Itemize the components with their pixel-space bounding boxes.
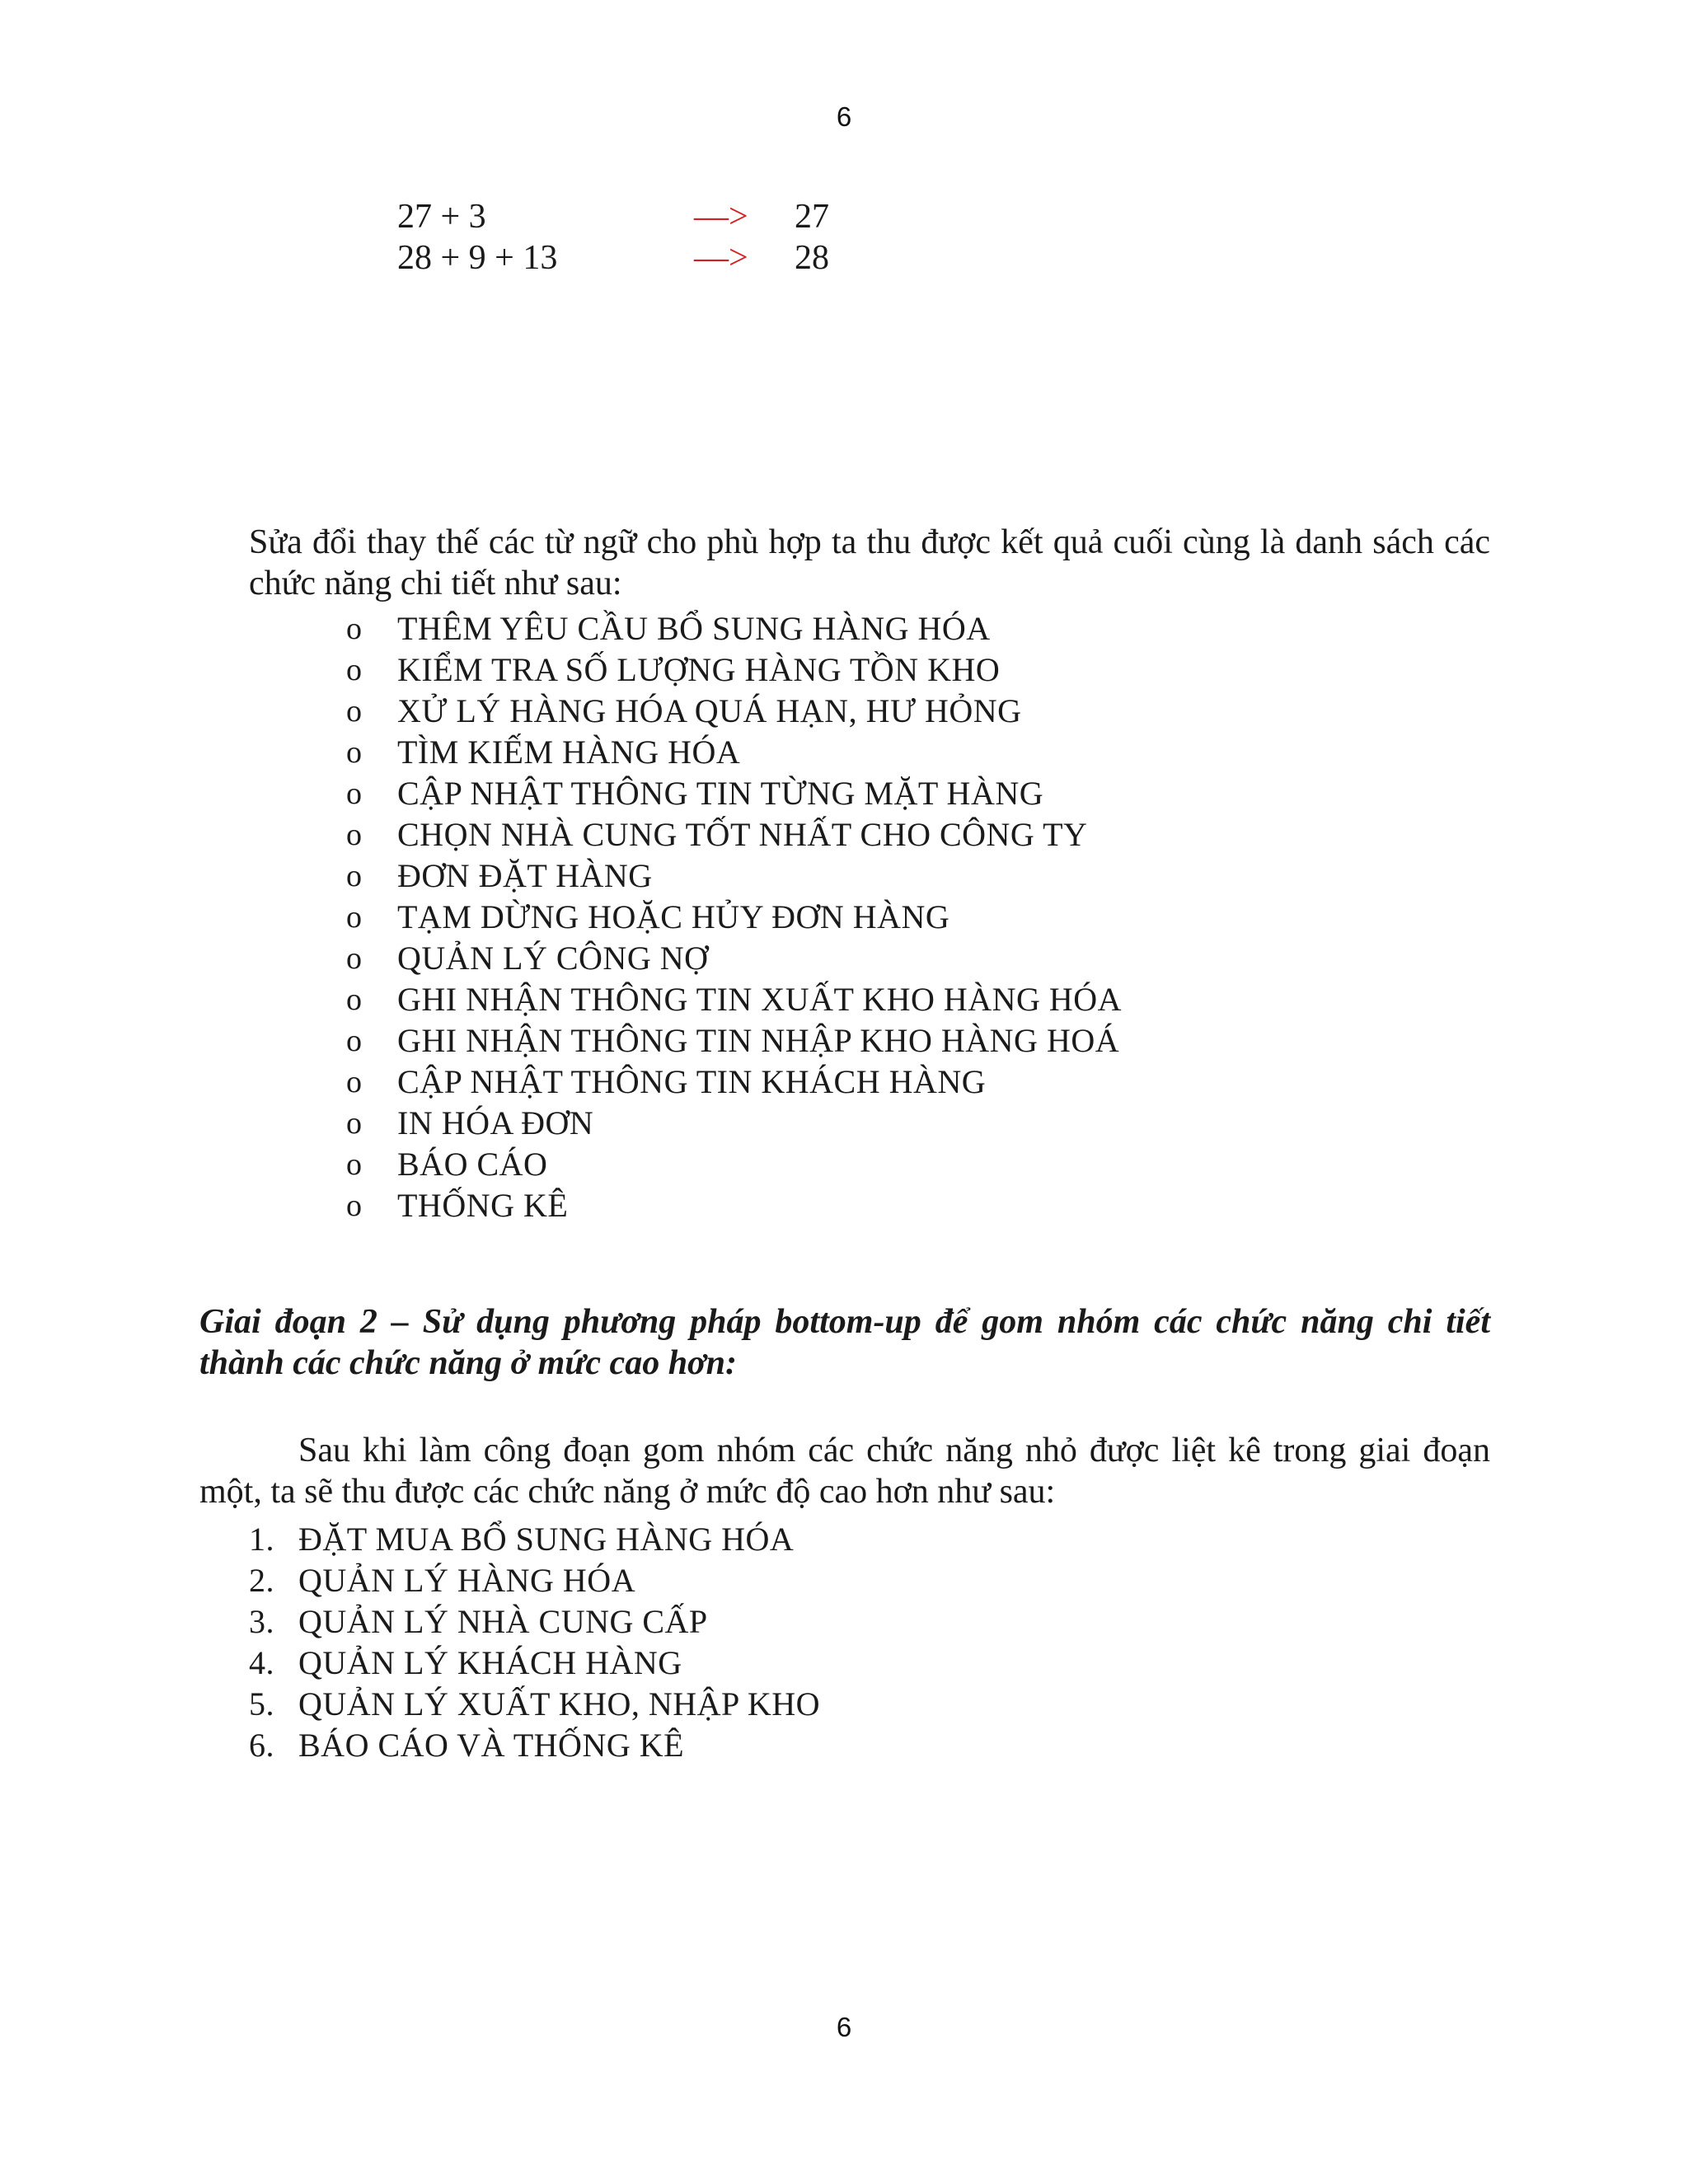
list-item [346,814,1122,855]
circle-bullet-icon: o [346,1188,363,1223]
list-item [346,1062,1122,1103]
list-item [249,1519,820,1560]
list-item-label: GHI NHẬN THÔNG TIN NHẬP KHO HÀNG HOÁ [397,1022,1120,1059]
circle-bullet-icon: o [346,818,363,852]
mapping-row [397,196,892,237]
list-item-number: 5. [249,1685,274,1722]
arrow-icon: —> [694,239,748,277]
list-item-label: IN HÓA ĐƠN [397,1104,594,1141]
circle-bullet-icon: o [346,1106,363,1141]
list-item [249,1643,820,1684]
list-item [346,897,1122,938]
mapping-result: 27 [795,198,829,236]
list-item [346,773,1122,814]
list-item-label: XỬ LÝ HÀNG HÓA QUÁ HẠN, HƯ HỎNG [397,692,1022,729]
circle-bullet-icon: o [346,653,363,687]
detailed-functions-list [346,608,1122,1226]
list-item [346,1020,1122,1062]
circle-bullet-icon: o [346,776,363,811]
list-item [346,938,1122,979]
list-item [346,732,1122,773]
list-item [249,1560,820,1601]
circle-bullet-icon: o [346,612,363,646]
list-item-label: THÊM YÊU CẦU BỔ SUNG HÀNG HÓA [397,610,991,647]
circle-bullet-icon: o [346,859,363,893]
list-item [346,979,1122,1020]
list-item [346,1103,1122,1144]
list-item [249,1684,820,1725]
mapping-row [397,237,892,279]
circle-bullet-icon: o [346,1065,363,1099]
list-item-label: KIỂM TRA SỐ LƯỢNG HÀNG TỒN KHO [397,651,1001,688]
intro-paragraph: Sửa đổi thay thế các từ ngữ cho phù hợp ta thu được kết quả cuối cùng là danh sách các chức năng chi tiết như sau: [249,523,1490,602]
list-item-label: CHỌN NHÀ CUNG TỐT NHẤT CHO CÔNG TY [397,816,1088,853]
list-item-label: THỐNG KÊ [397,1187,569,1224]
list-item-number: 3. [249,1603,274,1640]
list-item-label: TÌM KIẾM HÀNG HÓA [397,733,741,771]
list-item-label: ĐẶT MUA BỔ SUNG HÀNG HÓA [298,1521,795,1558]
list-item-label: QUẢN LÝ NHÀ CUNG CẤP [298,1603,708,1640]
arrow-icon: —> [694,198,748,236]
list-item-label: QUẢN LÝ CÔNG NỢ [397,940,709,977]
circle-bullet-icon: o [346,1024,363,1058]
circle-bullet-icon: o [346,694,363,729]
list-item [346,691,1122,732]
list-item-label: GHI NHẬN THÔNG TIN XUẤT KHO HÀNG HÓA [397,981,1123,1018]
list-item-label: CẬP NHẬT THÔNG TIN TỪNG MẶT HÀNG [397,775,1044,812]
list-item-label: QUẢN LÝ HÀNG HÓA [298,1562,636,1599]
mapping-table [397,196,892,279]
page-number-top: 6 [836,101,852,132]
circle-bullet-icon: o [346,900,363,935]
circle-bullet-icon: o [346,735,363,770]
stage2-paragraph: Sau khi làm công đoạn gom nhóm các chức năng nhỏ được liệt kê trong giai đoạn một, ta sẽ thu được các chức năng ở mức độ cao hơn như sau: [199,1432,1490,1511]
list-item-label: BÁO CÁO VÀ THỐNG KÊ [298,1727,685,1764]
list-item [346,649,1122,691]
circle-bullet-icon: o [346,941,363,976]
list-item [346,1185,1122,1226]
list-item-number: 4. [249,1644,274,1681]
list-item-number: 6. [249,1727,274,1764]
list-item-label: CẬP NHẬT THÔNG TIN KHÁCH HÀNG [397,1063,987,1100]
list-item-label: BÁO CÁO [397,1146,548,1183]
list-item-number: 2. [249,1562,274,1599]
circle-bullet-icon: o [346,982,363,1017]
list-item-label: QUẢN LÝ XUẤT KHO, NHẬP KHO [298,1685,820,1722]
list-item-label: QUẢN LÝ KHÁCH HÀNG [298,1644,682,1681]
list-item [249,1601,820,1643]
list-item-label: ĐƠN ĐẶT HÀNG [397,857,653,894]
list-item [249,1725,820,1766]
stage2-heading: Giai đoạn 2 – Sử dụng phương pháp bottom-up để gom nhóm các chức năng chi tiết thành các chức năng ở mức cao hơn: [199,1303,1490,1382]
circle-bullet-icon: o [346,1147,363,1182]
list-item-label: TẠM DỪNG HOẶC HỦY ĐƠN HÀNG [397,898,950,935]
list-item [346,1144,1122,1185]
mapping-expression: 28 + 9 + 13 [397,239,558,277]
list-item [346,608,1122,649]
high-level-functions-list [249,1519,820,1766]
mapping-expression: 27 + 3 [397,198,486,236]
list-item [346,855,1122,897]
mapping-result: 28 [795,239,829,277]
page-number-bottom: 6 [836,2012,852,2042]
list-item-number: 1. [249,1521,274,1558]
